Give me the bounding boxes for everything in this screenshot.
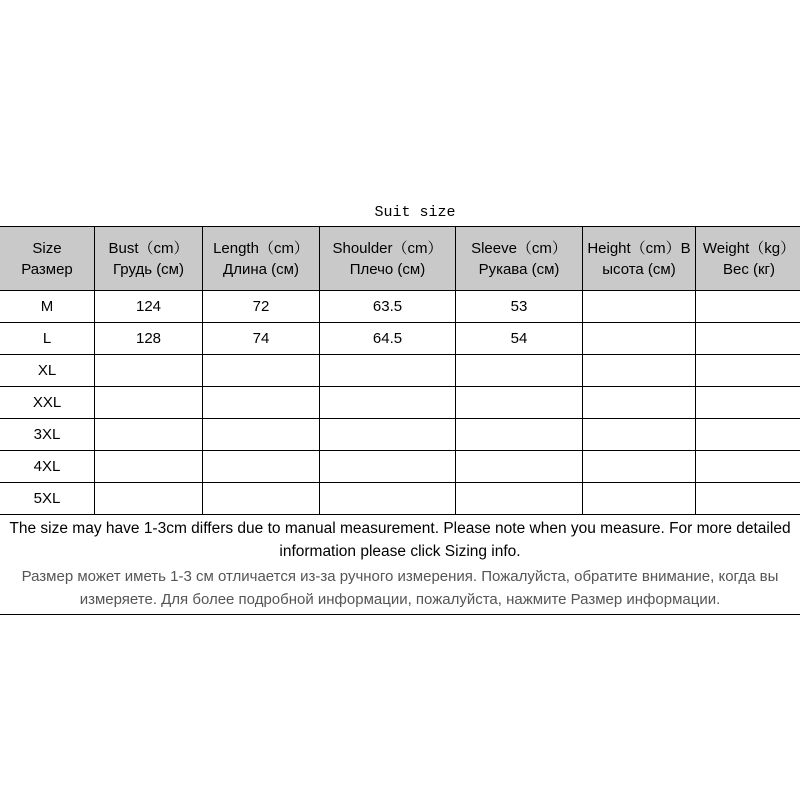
size-cell: 4XL (0, 451, 95, 483)
header-row (0, 227, 800, 291)
header-sleeve: Sleeve（cm） Рукава (см) (456, 227, 583, 291)
shoulder-cell (320, 451, 456, 483)
header-shoulder: Shoulder（cm） Плечо (см) (320, 227, 456, 291)
length-cell (203, 355, 320, 387)
table-row (0, 355, 800, 387)
header-size: Size Размер (0, 227, 95, 291)
weight-cell (696, 323, 800, 355)
size-table (0, 226, 800, 515)
table-row (0, 483, 800, 515)
height-cell (583, 323, 696, 355)
notes-block (0, 516, 800, 615)
size-cell: M (0, 291, 95, 323)
height-cell (583, 387, 696, 419)
bust-cell (95, 483, 203, 515)
length-cell (203, 387, 320, 419)
length-cell (203, 483, 320, 515)
bust-cell: 124 (95, 291, 203, 323)
weight-cell (696, 387, 800, 419)
bust-cell (95, 451, 203, 483)
weight-cell (696, 355, 800, 387)
sleeve-cell (456, 483, 583, 515)
weight-cell (696, 451, 800, 483)
length-cell (203, 451, 320, 483)
shoulder-cell (320, 355, 456, 387)
weight-cell (696, 291, 800, 323)
weight-cell (696, 483, 800, 515)
height-cell (583, 419, 696, 451)
height-cell (583, 355, 696, 387)
header-height: Height（cm）В ысота (см) (583, 227, 696, 291)
bust-cell (95, 419, 203, 451)
bust-cell (95, 387, 203, 419)
note-english: The size may have 1-3cm differs due to manual measurement. Please note when you measure. For more detailed information please click Sizing info. (9, 520, 791, 560)
table-row (0, 323, 800, 355)
header-length: Length（cm） Длина (см) (203, 227, 320, 291)
table-row (0, 291, 800, 323)
shoulder-cell (320, 387, 456, 419)
size-cell: L (0, 323, 95, 355)
sleeve-cell: 54 (456, 323, 583, 355)
sleeve-cell (456, 451, 583, 483)
sleeve-cell (456, 419, 583, 451)
header-weight: Weight（kg） Вес (кг) (696, 227, 800, 291)
size-cell: XL (0, 355, 95, 387)
bust-cell (95, 355, 203, 387)
header-bust: Bust（cm） Грудь (см) (95, 227, 203, 291)
shoulder-cell (320, 419, 456, 451)
size-cell: 3XL (0, 419, 95, 451)
height-cell (583, 451, 696, 483)
size-cell: XXL (0, 387, 95, 419)
table-row (0, 419, 800, 451)
length-cell (203, 419, 320, 451)
size-cell: 5XL (0, 483, 95, 515)
height-cell (583, 291, 696, 323)
note-russian: Размер может иметь 1-3 см отличается из-за ручного измерения. Пожалуйста, обратите внимание, когда вы измеряете. Для более подробной информации, пожалуйста, нажмите Размер информации. (21, 568, 779, 608)
length-cell: 72 (203, 291, 320, 323)
shoulder-cell: 63.5 (320, 291, 456, 323)
shoulder-cell (320, 483, 456, 515)
table-row (0, 451, 800, 483)
weight-cell (696, 419, 800, 451)
sleeve-cell (456, 355, 583, 387)
chart-title: Suit size (374, 204, 456, 221)
sleeve-cell (456, 387, 583, 419)
bust-cell: 128 (95, 323, 203, 355)
table-row (0, 387, 800, 419)
shoulder-cell: 64.5 (320, 323, 456, 355)
sleeve-cell: 53 (456, 291, 583, 323)
height-cell (583, 483, 696, 515)
length-cell: 74 (203, 323, 320, 355)
